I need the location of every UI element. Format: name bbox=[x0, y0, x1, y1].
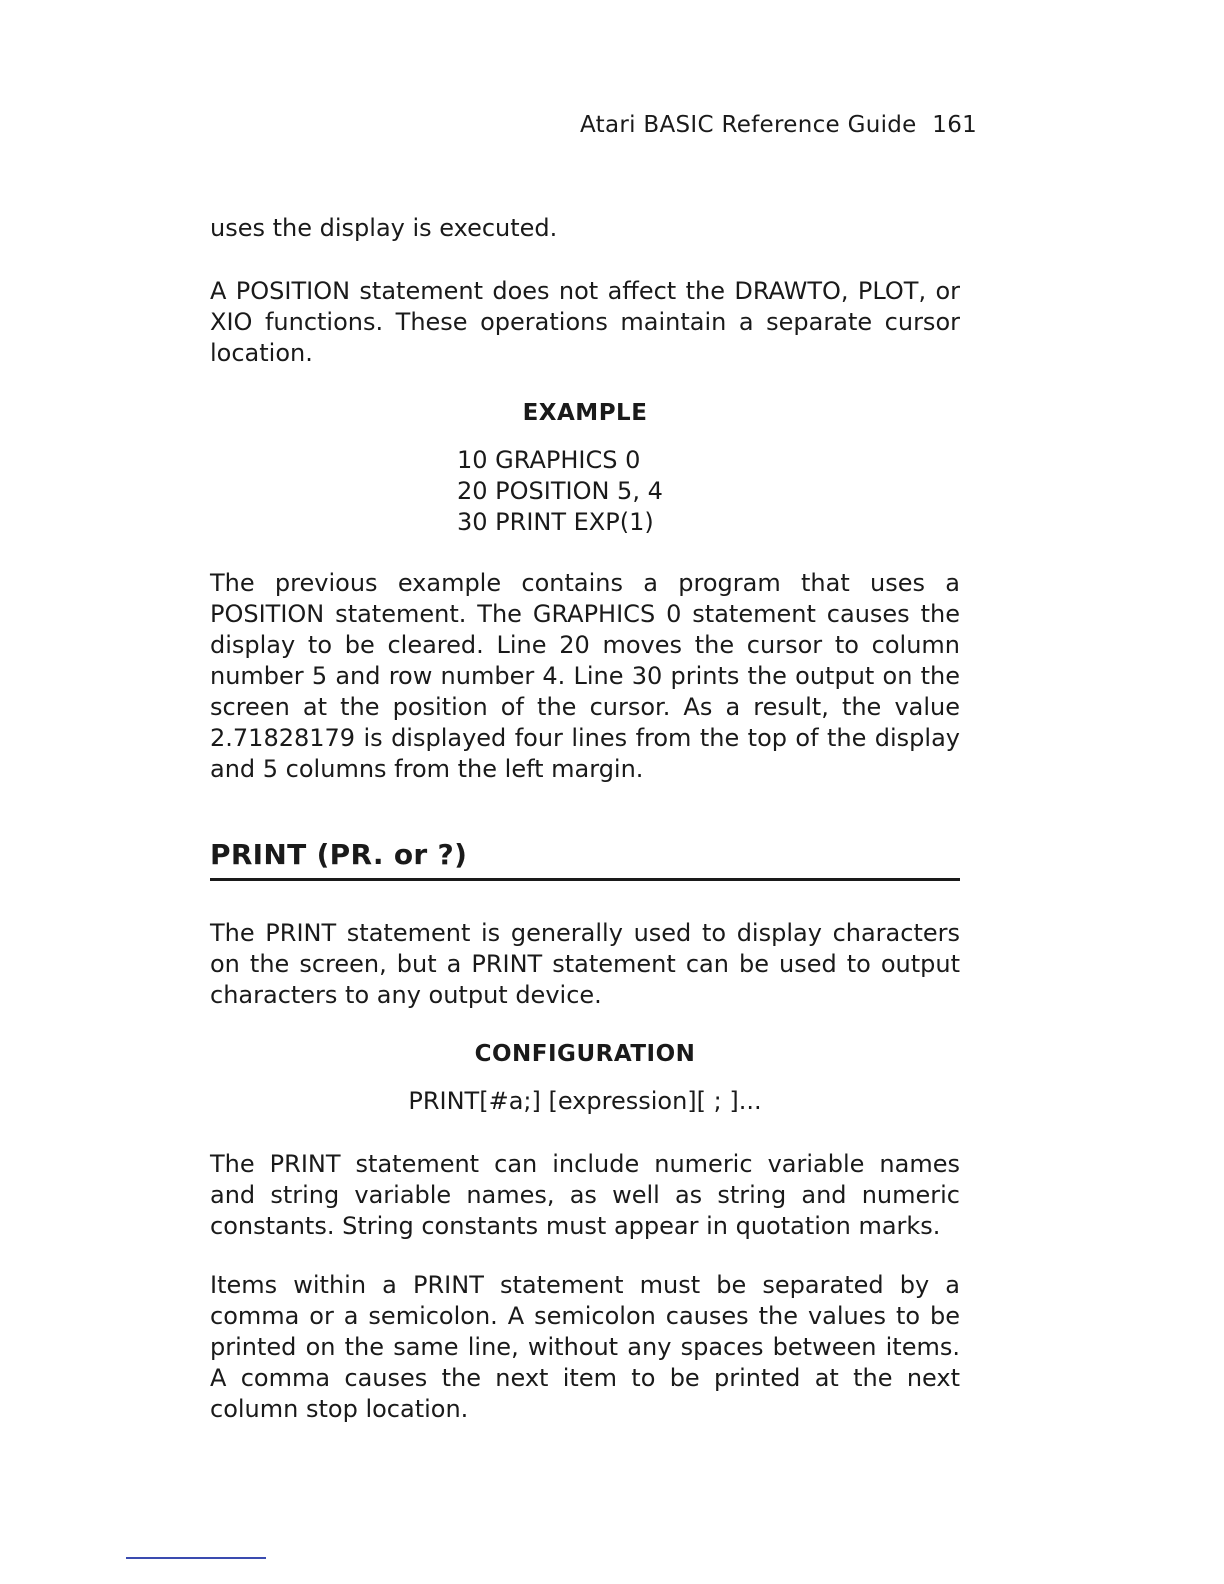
running-head-title: Atari BASIC Reference Guide bbox=[580, 112, 917, 138]
example-heading: EXAMPLE bbox=[522, 400, 648, 426]
page-number: 161 bbox=[932, 112, 978, 138]
paragraph-position-note: A POSITION statement does not affect the DRAWTO, PLOT, or XIO functions. These operations maintain a separate cursor location. bbox=[210, 277, 960, 367]
configuration-syntax: PRINT[#a;] [expression][ ; ]... bbox=[408, 1087, 762, 1115]
example-line-1: 10 GRAPHICS 0 bbox=[457, 446, 641, 474]
running-head bbox=[580, 112, 978, 138]
paragraph-print-intro: The PRINT statement is generally used to display characters on the screen, but a PRINT statement can be used to output characters to any output device. bbox=[210, 919, 960, 1009]
paragraph-print-contents: The PRINT statement can include numeric variable names and string variable names, as well as string and numeric constants. String constants must appear in quotation marks. bbox=[210, 1150, 960, 1240]
configuration-heading: CONFIGURATION bbox=[474, 1041, 696, 1067]
paragraph-print-separators: Items within a PRINT statement must be separated by a comma or a semicolon. A semicolon causes the values to be printed on the same line, without any spaces between items. A comma causes the next item to be printed at the next column stop location. bbox=[210, 1271, 960, 1423]
bottom-rule bbox=[126, 1557, 266, 1559]
section-heading bbox=[210, 838, 960, 881]
paragraph-continuation: uses the display is executed. bbox=[210, 214, 558, 242]
section-title: PRINT (PR. or ?) bbox=[210, 838, 468, 871]
example-line-3: 30 PRINT EXP(1) bbox=[457, 508, 654, 536]
example-line-2: 20 POSITION 5, 4 bbox=[457, 477, 663, 505]
paragraph-example-explanation: The previous example contains a program that uses a POSITION statement. The GRAPHICS 0 statement causes the display to be cleared. Line 20 moves the cursor to column number 5 and row number 4. Line 30 prints the output on the screen at the position of the cursor. As a result, the value 2.71828179 is displayed four lines from the top of the display and 5 columns from the left margin. bbox=[210, 569, 960, 783]
